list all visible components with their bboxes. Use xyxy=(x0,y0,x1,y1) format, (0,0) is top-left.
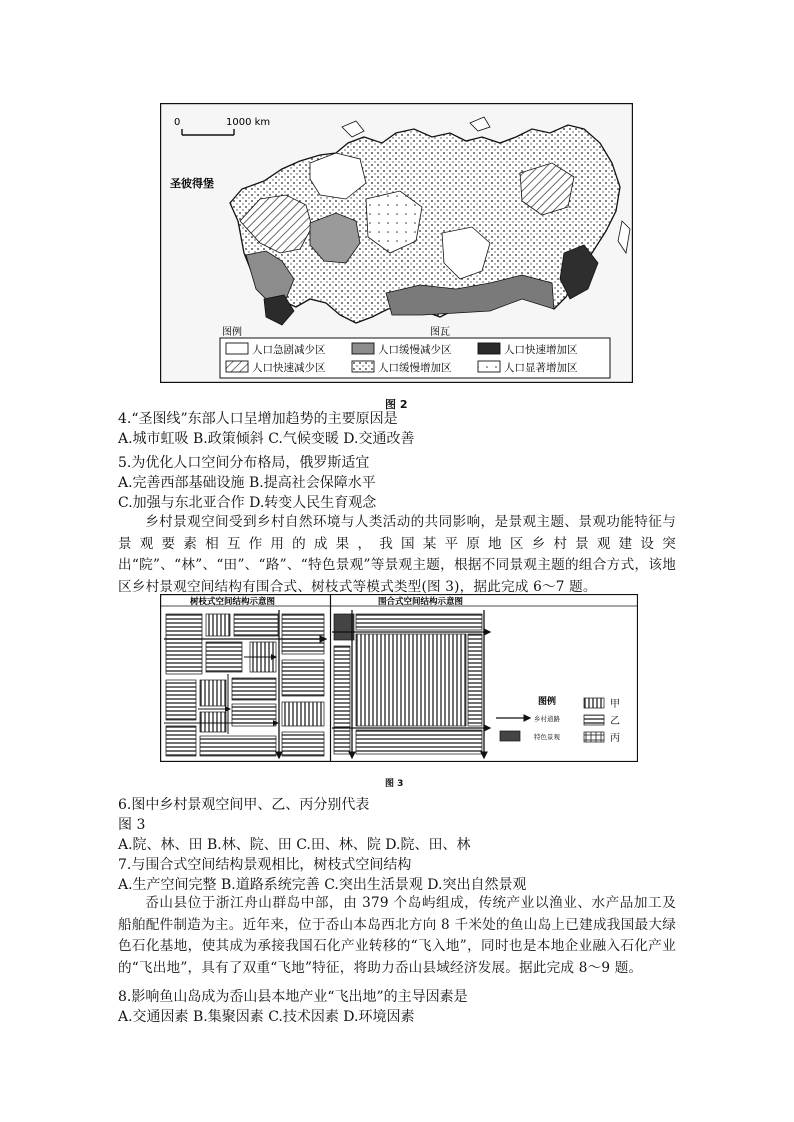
question-7-options: A.生产空间完整 B.道路系统完善 C.突出生活景观 D.突出自然景观 xyxy=(118,877,527,893)
legend-brand: 图瓦 xyxy=(430,327,450,338)
legend-label-4: 人口快速减少区 xyxy=(252,362,326,374)
question-5-stem: 5.为优化人口空间分布格局，俄罗斯适宜 xyxy=(118,455,370,471)
scale-label: 1000 km xyxy=(226,117,271,128)
question-6-figure-ref: 图 3 xyxy=(118,817,146,833)
figure-3-caption: 图 3 xyxy=(385,779,404,789)
legend-special-label: 特色景观 xyxy=(534,733,560,741)
legend-label-3: 人口快速增加区 xyxy=(504,344,578,356)
legend-jia: 甲 xyxy=(610,699,620,710)
middle-panel-enclosed-structure xyxy=(332,610,490,758)
question-8-stem: 8.影响鱼山岛成为岙山县本地产业“飞出地”的主导因素是 xyxy=(118,989,468,1005)
figure-3-diagram xyxy=(160,594,638,762)
legend-swatch-sparsedots xyxy=(478,361,500,372)
figure3-right-title: 围合式空间结构示意图 xyxy=(378,597,464,607)
legend-label-5: 人口缓慢增加区 xyxy=(378,362,452,374)
legend-road-label: 乡村道路 xyxy=(534,715,560,723)
legend-label-1: 人口急剧减少区 xyxy=(252,344,326,356)
legend-swatch-hatch xyxy=(226,361,248,372)
scale-zero: 0 xyxy=(174,117,181,128)
question-5-options-2: C.加强与东北亚合作 D.转变人民生育观念 xyxy=(118,495,377,511)
legend-title: 图例 xyxy=(222,327,242,338)
legend-bing: 丙 xyxy=(610,733,620,744)
figure-2-caption: 图 2 xyxy=(385,398,408,411)
question-7-stem: 7.与围合式空间结构景观相比，树枝式空间结构 xyxy=(118,857,412,873)
question-4-stem: 4.“圣图线”东部人口呈增加趋势的主要原因是 xyxy=(118,411,398,427)
legend-label-2: 人口缓慢减少区 xyxy=(378,344,452,356)
city-label-st-petersburg: 圣彼得堡 xyxy=(170,177,214,190)
legend-label-6: 人口显著增加区 xyxy=(504,362,578,374)
legend-swatch-darkgray xyxy=(352,343,374,354)
left-panel-tree-structure xyxy=(164,610,326,758)
passage-rural-landscape: 乡村景观空间受到乡村自然环境与人类活动的共同影响，是景观主题、景观功能特征与景观要素相互作用的成果，我国某平原地区乡村景观建设突出“院”、“林”、“田”、“路”、“特色景观”等景观主题，根据不同景观主题的组合方式，该地区乡村景观空间结构有围合式、树枝式等模式类型(图 3)，据此完成 6～7 题。 xyxy=(118,514,676,595)
question-8-options: A.交通因素 B.集聚因素 C.技术因素 D.环境因素 xyxy=(118,1009,415,1025)
legend-yi: 乙 xyxy=(610,716,620,727)
figure-2-map xyxy=(160,103,633,383)
figure3-legend-title: 图例 xyxy=(538,697,557,707)
legend-swatch-blank xyxy=(226,343,248,354)
question-6-options: A.院、林、田 B.林、院、田 C.田、林、院 D.院、田、林 xyxy=(118,837,471,853)
question-6-stem: 6.图中乡村景观空间甲、乙、丙分别代表 xyxy=(118,797,370,813)
question-5-options-1: A.完善西部基础设施 B.提高社会保障水平 xyxy=(118,475,376,491)
legend-swatch-black xyxy=(478,343,500,354)
question-4-options: A.城市虹吸 B.政策倾斜 C.气候变暖 D.交通改善 xyxy=(118,431,415,447)
legend-swatch-dots xyxy=(352,361,374,372)
passage-daishan-county: 岙山县位于浙江舟山群岛中部，由 379 个岛屿组成，传统产业以渔业、水产品加工及船舶配件制造为主。近年来，位于岙山本岛西北方向 8 千米处的鱼山岛上已建成我国最大绿色石化基地，使其成为承接我国石化产业转移的“飞入地”，同时也是本地企业融入石化产业的“飞出地”，具有了双重“飞地”特征，将助力岙山县域经济发展。据此完成 8～9 题。 xyxy=(118,895,676,976)
figure3-left-title: 树枝式空间结构示意图 xyxy=(190,597,276,607)
